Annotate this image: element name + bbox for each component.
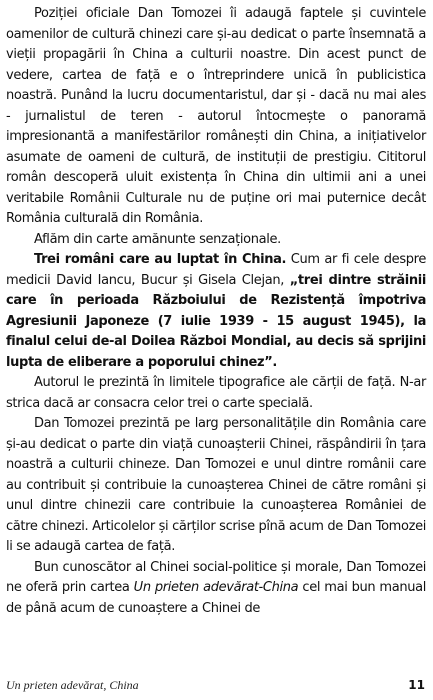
page-number: 11 bbox=[408, 678, 425, 692]
heading-phrase: Trei români care au luptat în China. bbox=[34, 252, 287, 267]
paragraph-5: Dan Tomozei prezintă pe larg personalitățile din România care și-au dedicat o parte din viață cunoașterii Chinei, răspândirii în țara noastră a culturii chineze. Dan Tomozei e unul dintre românii care au contribuit și contribuie la cunoașterea Chinei de către români și unul dintre chinezii care contribuie la cunoașterea României de către chinezi. Articolelor și cărților scrise pînă acum de Dan Tomozei li se adaugă cartea de față. bbox=[6, 416, 426, 554]
running-title: Un prieten adevărat, China bbox=[6, 677, 139, 692]
paragraph-3 bbox=[6, 250, 426, 373]
page-footer bbox=[6, 676, 425, 694]
paragraph-1: Poziției oficiale Dan Tomozei îi adaugă faptele și cuvintele oamenilor de cultură chinezi care și-au dedicat o parte însemnată a vieții propagării în China a culturii noastre. Din acest punct de vedere, cartea de față e o întreprindere unică în publicistica noastră. Punând la lucru documentaristul, dar și - dacă nu mai ales - jurnalistul de teren - autorul întocmește o panoramă impresionantă a manifestărilor românești din China, a inițiativelor asumate de oameni de cultură, de instituții de prestigiu. Cititorul român descoperă uluit existența în China din ultimii ani a unei veritabile Românii Culturale nu de puține ori mai puternice decât România culturală din România. bbox=[6, 6, 426, 226]
quotation: „trei dintre străinii care în perioada Războiului de Rezistență împotriva Agresiunii Japoneze (7 iulie 1939 - 15 august 1945), la finalul celui de-al Doilea Război Mondial, au decis să sprijini lupta de eliberare a poporului chinez”. bbox=[6, 272, 426, 370]
paragraph-3-text: Cum ar fi cele despre medicii David Iancu, Bucur și Gisela Clejan, bbox=[6, 252, 427, 288]
book-title: Un prieten adevărat-China bbox=[133, 580, 299, 595]
paragraph-4: Autorul le prezintă în limitele tipografice ale cărții de față. N-ar strica dacă ar consacra celor trei o carte specială. bbox=[6, 375, 426, 411]
paragraph-6 bbox=[6, 558, 426, 620]
body-text bbox=[6, 4, 426, 619]
paragraph-6-text-1: Bun cunoscător al Chinei social-politice și morale, Dan Tomozei ne oferă prin cartea bbox=[6, 559, 426, 595]
paragraph-6-text-2: cel mai bun manual de până acum de cunoaștere a Chinei de bbox=[6, 580, 427, 616]
paragraph-2: Aflăm din carte amănunte senzaționale. bbox=[34, 231, 281, 247]
